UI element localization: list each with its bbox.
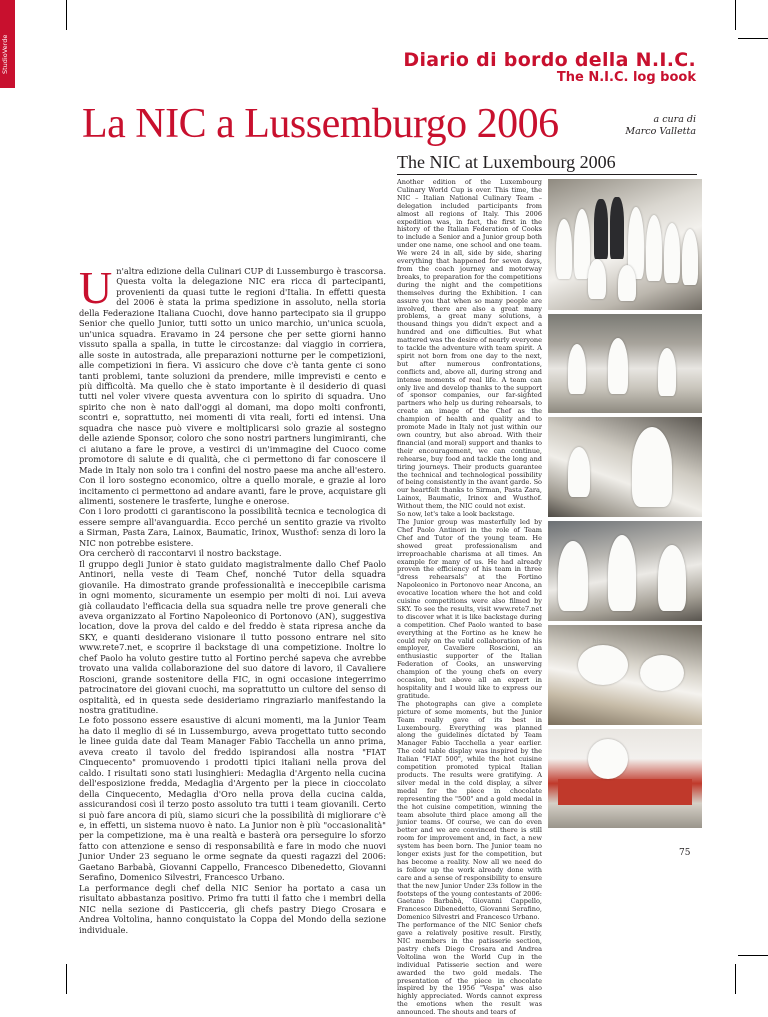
article-paragraph: Le foto possono essere esaustive di alcuni momenti, ma la Junior Team ha dato il meglio di sé in Lussemburgo, aveva progettato tutto secondo le linee guida date dal Team Manager Fabio Tacchella un anno prima, aveva creato il tavolo del freddo ispirandosi alla nostra "FIAT Cinquecento" promuovendo i prodotti tipici italiani nella prova del caldo. I risultati sono stati lusinghieri: Medaglia d'Argento nella cucina dell'esposizione fredda, Medaglia d'Argento per la piece in cioccolato della Cinquecento, Medaglia d'Oro nella prova della cucina calda, assicurandosi così il terzo posto assoluto tra tutti i team giovanili. Certo si può fare ancora di più, siamo sicuri che la possibilità di migliorare c'è e, in effetti, un sistema nuovo è nato. La Junior non è più "occasionalità" per la competizione, ma è una realtà e basterà ora perseguire lo sforzo fatto con attenzione e senso di responsabilità e fare in modo che nuovi Junior Under 23 seguano le orme segnate da questi ragazzi del 2006: Gaetano Barbabà, Giovanni Cappello, Francesco Dibenedetto, Giovanni Serafino, Domenico Silvestri, Francesco Urbano. xyxy=(79,715,386,883)
italian-article-column xyxy=(79,188,386,992)
byline xyxy=(625,114,696,138)
sidebar-tag xyxy=(0,0,15,88)
plating-photo xyxy=(548,625,702,725)
english-article-column xyxy=(397,178,542,1017)
drop-cap: U xyxy=(79,262,113,313)
article-paragraph: Another edition of the Luxembourg Culinary World Cup is over. This time, the NIC – Italian National Culinary Team – delegation included participants from almost all regions of Italy. This 2006 expedition was, in fact, the first in the history of the Italian Federation of Cooks to include a Senior and a Junior group both under one name, one school and one team. We were 24 in all, side by side, sharing everything that happened for seven days, from the coach journey and motorway breaks, to preparation for the competitions during the night and the competitions themselves during the Exhibition. I can assure you that when so many people are involved, there are also a great many problems, a great many solutions, a thousand things you didn't expect and a hundred and one difficulties. But what mattered was the desire of nearly everyone to tackle the adventure with team spirit. A spirit not born from one day to the next, but after numerous confrontations, conflicts and, above all, during strong and intense moments of real life. A team can only live and develop thanks to the support of sponsor companies, our far-sighted partners who help us during rehearsals, to create an image of the Chef as the champion of health and quality and to promote Made in Italy not just within our own country, but also abroad. With their financial (and moral) support and thanks to their encouragement, we can continue, rehearse, buy food and tackle the long and tiring journeys. Their products guarantee the technical and technological possibility of being consistently in the avant garde. So our heartfelt thanks to Sirman, Pasta Zara, Lainox, Baumatic, Irinox and Wusthof. Without them, the NIC could not exist. xyxy=(397,178,542,511)
byline-author: Marco Valletta xyxy=(625,126,696,137)
article-paragraph: Un'altra edizione della Culinari CUP di Lussemburgo è trascorsa. Questa volta la delegazione NIC era ricca di partecipanti, provenienti da quasi tutte le regioni d'Italia. In effetti questa del 2006 è stata la prima spedizione in assoluto, nella storia della Federazione Italiana Cuochi, dove hanno partecipato sia il gruppo Senior che quello Junior, tutti sotto un unico marchio, un'unica scuola, un'unica squadra. Eravamo in 24 persone che per sette giorni hanno vissuto spalla a spalla, in tutte le circostanze: dal viaggio in corriera, alle soste in autostrada, alle preparazioni notturne per le competizioni, alle competizioni in fiera. Vi assicuro che dove c'è tanta gente ci sono tanti problemi, tante soluzioni da prendere, mille imprevisti e cento e più difficoltà. Ma quello che è stato importante è il desiderio di quasi tutti nel voler vivere questa avventura con lo spirito di squadra. Uno spirito che non è nato dall'oggi al domani, ma dopo molti confronti, scontri e, soprattutto, nei momenti di vita reali, forti ed intensi. Una squadra che nasce può vivere e moltiplicarsi solo grazie al sostegno delle aziende Sponsor, coloro che sono nostri partners lungimiranti, che ci aiutano a fare le prove, a vestirci di un'immagine del Cuoco come promotore di salute e di qualità, che ci permettono di far conoscere il Made in Italy non solo tra i confini del nostro paese ma anche all'estero. Con il loro sostegno economico, oltre a quello morale, e grazie al loro incitamento ci permettono ad andare avanti, fare le prove, acquistare gli alimenti, sostenere le trasferte, lunghe e onerose. xyxy=(79,262,386,506)
article-paragraph: La performance degli chef della NIC Senior ha portato a casa un risultato abbastanza positivo. Primo fra tutti il fatto che i membri della NIC nella sezione di Pasticceria, gli chefs pastry Diego Crosara e Andrea Voltolina, hanno conquistato la Coppa del Mondo della sezione individuale. xyxy=(79,882,386,935)
section-kicker xyxy=(403,49,696,85)
page-number: 75 xyxy=(679,848,691,858)
crop-mark xyxy=(738,38,768,39)
title-divider xyxy=(397,174,697,175)
article-paragraph: Ora cercherò di raccontarvi il nostro backstage. xyxy=(79,548,282,559)
article-paragraph: The Junior group was masterfully led by Chef Paolo Antinori in the role of Team Chef and Tutor of the young team. He showed great professionalism and irreproachable charisma at all times. An example for many of us. He had already proven the efficiency of his team in three "dress rehearsals" at the Fortino Napoleonico in Portonovo near Ancona, an evocative location where the hot and cold cuisine competitions were also filmed by SKY. To see the results, visit www.rete7.net to discover what it is like backstage during a competition. Chef Paolo wanted to base everything at the Fortino as he knew he could rely on the valid collaboration of his employer, Cavaliere Roscioni, an enthusiastic supporter of the Italian Federation of Cooks, an unswerving champion of the young chefs on every occasion, but above all an expert in hospitality and I would like to express our gratitude. xyxy=(397,517,542,700)
article-paragraph: The performance of the NIC Senior chefs gave a relatively positive result. Firstly, NIC members in the patisserie section, pastry chefs Diego Crosara and Andrea Voltolina won the World Cup in the individual Patisserie section and were awarded the two gold medals. The presentation of the piece in chocolate inspired by the 1956 "Vespa" was also highly appreciated. Words cannot express the emotions when the result was announced. The shouts and tears of xyxy=(397,921,542,1017)
crop-mark xyxy=(66,0,67,30)
crop-mark xyxy=(735,964,736,994)
cutting-board-photo xyxy=(548,729,702,828)
kicker-english: The N.I.C. log book xyxy=(556,70,696,85)
crop-mark xyxy=(66,964,67,994)
crop-mark xyxy=(735,0,736,30)
chefs-at-work-photo xyxy=(548,521,702,621)
kicker-italian: Diario di bordo della N.I.C. xyxy=(403,49,696,71)
article-paragraph: The photographs can give a complete picture of some moments, but the Junior Team really gave of its best in Luxembourg. Everything was planned along the guidelines dictated by Team Manager Fabio Tacchella a year earlier. The cold table display was inspired by the Italian "FIAT 500", while the hot cuisine competition promoted typical Italian products. The results were gratifying. A silver medal in the cold display, a silver medal for the piece in chocolate representing the "500" and a gold medal in the hot cuisine competition, winning the team absolute third place among all the junior teams. Of course, we can do even better and we are convinced there is still room for improvement and, in fact, a new system has been born. The Junior team no longer exists just for the competition, but has become a reality. Now all we need do is follow up the work already done with care and a sense of responsibility to ensure that the new Junior Under 23s follow in the footsteps of the young contestants of 2006: Gaetano Barbabà, Giovanni Cappello, Francesco Dibenedetto, Giovanni Serafino, Domenico Silvestri and Francesco Urbano. xyxy=(397,699,542,922)
chef-cooking-photo xyxy=(548,417,702,517)
article-paragraph: Con i loro prodotti ci garantiscono la possibilità tecnica e tecnologica di essere sempre all'avanguardia. Ecco perché un sentito grazie va rivolto a Sirman, Pasta Zara, Lainox, Baumatic, Irinox, Wusthof: senza di loro la NIC non potrebbe esistere. xyxy=(79,506,386,548)
article-title: La NIC a Lussemburgo 2006 xyxy=(82,101,559,147)
crop-mark xyxy=(738,955,768,956)
sidebar-tag-label: StudioVerde xyxy=(1,34,9,74)
article-paragraph: Il gruppo degli Junior è stato guidato magistralmente dallo Chef Paolo Antinori, nella veste di Team Chef, nonché Tutor della squadra giovanile. Ha dimostrato grande professionalità e ineccepibile carisma in ogni momento, sicuramente un esempio per molti di noi. Lui aveva già collaudato l'efficacia della sua squadra nelle tre prove generali che aveva organizzato al Fortino Napoleonico di Portonovo (AN), suggestiva location, dove la prova del caldo e del freddo è stata ripresa anche da SKY, e quanti desiderano visionare il tutto possono entrare nel sito www.rete7.net, e scoprire il backstage di una competizione. Inoltre lo chef Paolo ha voluto gestire tutto al Fortino perché sapeva che avrebbe trovato una valida collaborazione del suo datore di lavoro, il Cavaliere Roscioni, grande sostenitore della FIC, in ogni occasione integerrimo patrocinatore dei giovani cuochi, ma soprattutto un cultore del senso di ospitalità, ed in questa sede desideriamo ringraziarlo manifestando la nostra gratitudine. xyxy=(79,558,386,716)
byline-label: a cura di xyxy=(653,114,696,125)
article-paragraph: So now, let's take a look backstage. xyxy=(397,510,515,519)
kitchen-photo xyxy=(548,314,702,413)
english-title: The NIC at Luxembourg 2006 xyxy=(397,152,616,172)
team-group-photo xyxy=(548,179,702,310)
